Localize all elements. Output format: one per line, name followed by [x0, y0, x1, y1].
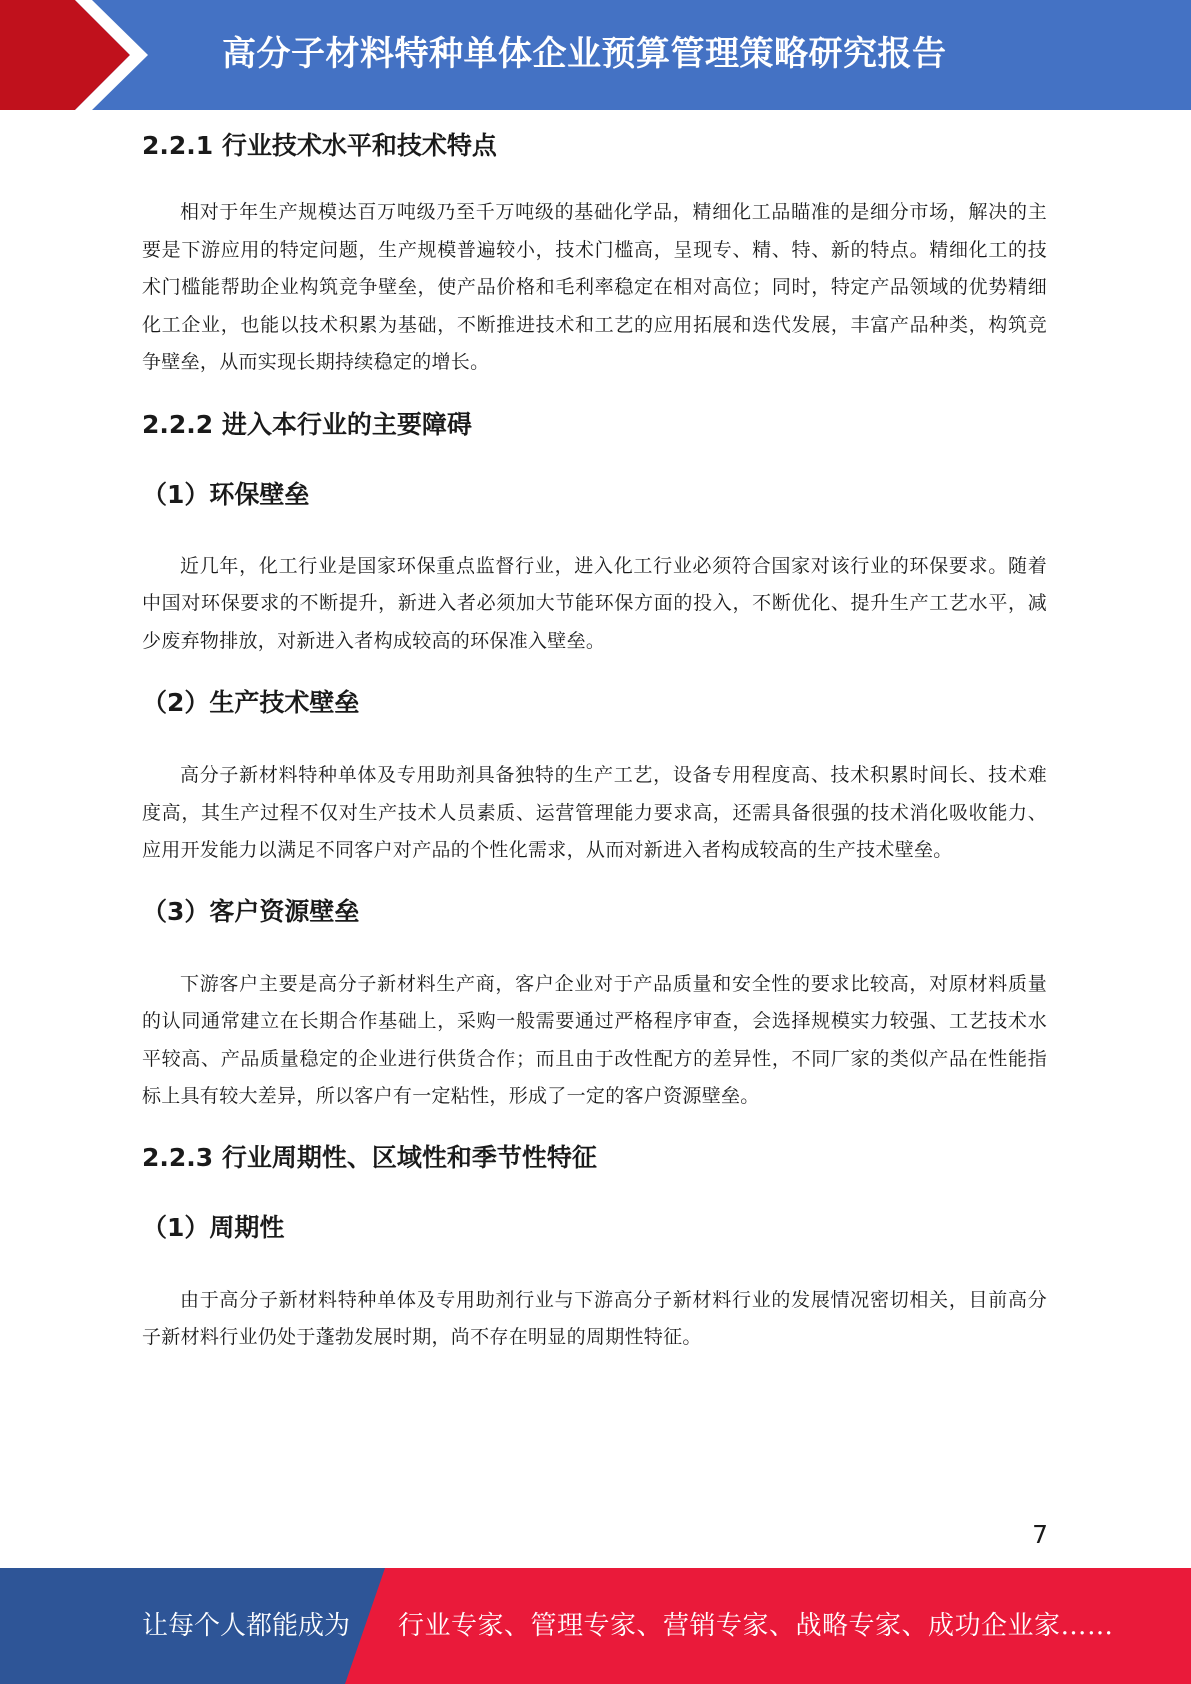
report-title: 高分子材料特种单体企业预算管理策略研究报告 — [222, 34, 947, 74]
header-banner — [0, 0, 1191, 110]
paragraph-technology-barrier: 高分子新材料特种单体及专用助剂具备独特的生产工艺，设备专用程度高、技术积累时间长、技术难度高，其生产过程不仅对生产技术人员素质、运营管理能力要求高，还需具备很强的技术消化吸收能力、应用开发能力以满足不同客户对产品的个性化需求，从而对新进入者构成较高的生产技术壁垒。 — [142, 764, 1047, 861]
subheading-technology-barrier: （2）生产技术壁垒 — [142, 688, 360, 717]
subheading-environmental-barrier: （1）环保壁垒 — [142, 479, 310, 509]
paragraph-tech-level: 相对于年生产规模达百万吨级乃至千万吨级的基础化学品，精细化工品瞄准的是细分市场，解决的主要是下游应用的特定问题，生产规模普遍较小，技术门槛高，呈现专、精、特、新的特点。精细化工的技术门槛能帮助企业构筑竞争壁垒，使产品价格和毛利率稳定在相对高位；同时，特定产品领域的优势精细化工企业，也能以技术积累为基础，不断推进技术和工艺的应用拓展和迭代发展，丰富产品种类，构筑竞争壁垒，从而实现长期持续稳定的增长。 — [142, 201, 1047, 373]
footer-banner — [0, 1568, 1191, 1684]
footer-slogan-left: 让每个人都能成为 — [142, 1611, 351, 1641]
footer-slogan-right: 行业专家、管理专家、营销专家、战略专家、成功企业家…… — [398, 1611, 1114, 1641]
page-number: 7 — [1032, 1520, 1048, 1549]
paragraph-cyclicality: 由于高分子新材料特种单体及专用助剂行业与下游高分子新材料行业的发展情况密切相关，目前高分子新材料行业仍处于蓬勃发展时期，尚不存在明显的周期性特征。 — [142, 1288, 1047, 1348]
section-heading-2-2-3: 2.2.3 行业周期性、区域性和季节性特征 — [142, 1142, 597, 1172]
paragraph-environmental-barrier: 近几年，化工行业是国家环保重点监督行业，进入化工行业必须符合国家对该行业的环保要求。随着中国对环保要求的不断提升，新进入者必须加大节能环保方面的投入，不断优化、提升生产工艺水平，减少废弃物排放，对新进入者构成较高的环保准入壁垒。 — [142, 554, 1047, 652]
section-heading-2-2-2: 2.2.2 进入本行业的主要障碍 — [142, 409, 472, 439]
paragraph-customer-barrier: 下游客户主要是高分子新材料生产商，客户企业对于产品质量和安全性的要求比较高，对原材料质量的认同通常建立在长期合作基础上，采购一般需要通过严格程序审查，会选择规模实力较强、工艺技术水平较高、产品质量稳定的企业进行供货合作；而且由于改性配方的差异性，不同厂家的类似产品在性能指标上具有较大差异，所以客户有一定粘性，形成了一定的客户资源壁垒。 — [142, 972, 1047, 1107]
header-arrow-decoration — [0, 0, 160, 110]
subheading-customer-barrier: （3）客户资源壁垒 — [142, 896, 360, 926]
section-heading-2-2-1: 2.2.1 行业技术水平和技术特点 — [142, 131, 497, 160]
document-body — [142, 128, 1047, 1357]
subheading-cyclicality: （1）周期性 — [142, 1212, 285, 1242]
